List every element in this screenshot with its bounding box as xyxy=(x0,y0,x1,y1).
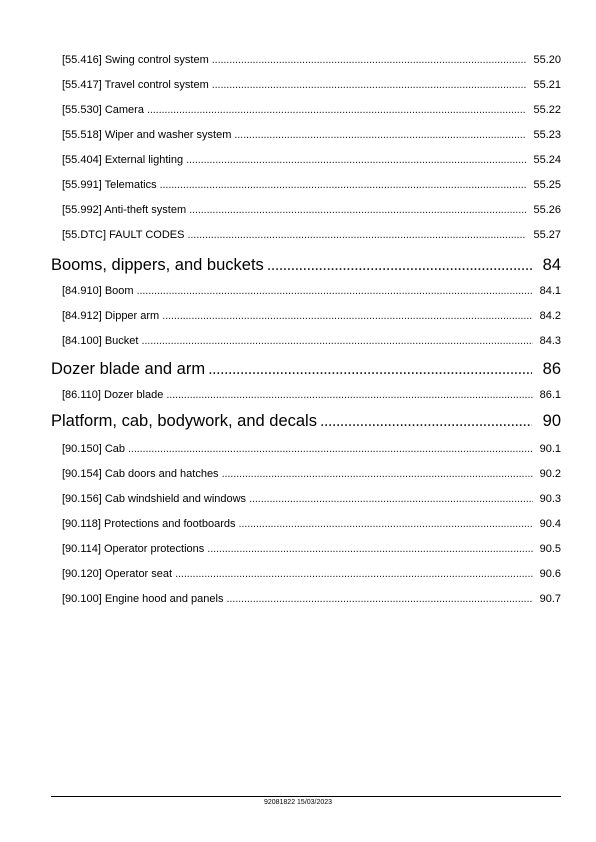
toc-entry-page: 55.27 xyxy=(533,229,561,241)
dot-leader xyxy=(128,443,533,455)
toc-entry-label: [55.404] External lighting xyxy=(62,154,184,166)
toc-entry-label: [55.417] Travel control system xyxy=(62,79,209,91)
dot-leader xyxy=(207,543,532,555)
toc-entry-label: [90.114] Operator protections xyxy=(62,543,205,555)
toc-entry-label: [55.518] Wiper and washer system xyxy=(62,129,232,141)
toc-entry-label: [90.156] Cab windshield and windows xyxy=(62,493,247,505)
toc-entry-page: 84.1 xyxy=(539,285,561,297)
toc-section-dozer[interactable] xyxy=(51,360,561,379)
toc-entry-external-lighting[interactable] xyxy=(62,154,561,166)
toc-entry-page: 90.5 xyxy=(539,543,561,555)
toc-entry-swing-control-system[interactable] xyxy=(62,54,561,66)
dot-leader xyxy=(141,335,532,347)
dot-leader xyxy=(249,493,533,505)
toc-entry-anti-theft[interactable] xyxy=(62,204,561,216)
toc-entry-cab-doors[interactable] xyxy=(62,468,561,480)
dot-leader xyxy=(147,104,527,116)
toc-entry-telematics[interactable] xyxy=(62,179,561,191)
dot-leader xyxy=(320,412,532,431)
toc-entry-operator-seat[interactable] xyxy=(62,568,561,580)
toc-entry-wiper-washer[interactable] xyxy=(62,129,561,141)
toc-entry-protections-footboards[interactable] xyxy=(62,518,561,530)
toc-entry-label: [84.910] Boom xyxy=(62,285,134,297)
toc-entry-label: [90.154] Cab doors and hatches xyxy=(62,468,219,480)
toc-entry-dipper-arm[interactable] xyxy=(62,310,561,322)
dot-leader xyxy=(208,360,532,379)
dot-leader xyxy=(166,389,532,401)
toc-entry-page: 90.4 xyxy=(539,518,561,530)
dot-leader xyxy=(162,310,532,322)
toc-entry-page: 90.2 xyxy=(539,468,561,480)
toc-entry-label: [84.912] Dipper arm xyxy=(62,310,160,322)
toc-entry-label: [55.416] Swing control system xyxy=(62,54,209,66)
toc-entry-page: 90.7 xyxy=(539,593,561,605)
toc-entry-label: [55.530] Camera xyxy=(62,104,144,116)
toc-entry-bucket[interactable] xyxy=(62,335,561,347)
toc-entry-page: 55.24 xyxy=(533,154,561,166)
dot-leader xyxy=(189,204,526,216)
toc-section-booms[interactable] xyxy=(51,256,561,275)
dot-leader xyxy=(137,285,533,297)
dot-leader xyxy=(160,179,527,191)
toc-entry-camera[interactable] xyxy=(62,104,561,116)
toc-entry-page: 55.23 xyxy=(533,129,561,141)
toc-entry-page: 84.2 xyxy=(539,310,561,322)
toc-entry-fault-codes[interactable] xyxy=(62,229,561,241)
toc-entry-cab-windshield[interactable] xyxy=(62,493,561,505)
dot-leader xyxy=(187,229,526,241)
dot-leader xyxy=(226,593,532,605)
toc-entry-label: [90.150] Cab xyxy=(62,443,125,455)
dot-leader xyxy=(267,256,532,275)
toc-entry-boom[interactable] xyxy=(62,285,561,297)
toc-entry-label: [90.120] Operator seat xyxy=(62,568,173,580)
footer-document-id: 92081822 15/03/2023 xyxy=(263,799,333,806)
toc-entry-page: 90.6 xyxy=(539,568,561,580)
toc-entry-label: [55.991] Telematics xyxy=(62,179,157,191)
toc-entry-page: 90.1 xyxy=(539,443,561,455)
toc-section-label: Booms, dippers, and buckets xyxy=(51,256,264,274)
toc-entry-page: 55.20 xyxy=(533,54,561,66)
toc-section-page: 90 xyxy=(542,412,561,430)
toc-entry-travel-control-system[interactable] xyxy=(62,79,561,91)
dot-leader xyxy=(212,79,527,91)
toc-entry-label: [86.110] Dozer blade xyxy=(62,389,164,401)
dot-leader xyxy=(238,518,532,530)
toc-entry-label: [55.DTC] FAULT CODES xyxy=(62,229,185,241)
dot-leader xyxy=(186,154,526,166)
toc-section-label: Platform, cab, bodywork, and decals xyxy=(51,412,317,430)
dot-leader xyxy=(222,468,533,480)
toc-section-page: 84 xyxy=(542,256,561,274)
toc-section-platform[interactable] xyxy=(51,412,561,431)
toc-entry-page: 86.1 xyxy=(539,389,561,401)
toc-section-label: Dozer blade and arm xyxy=(51,360,206,378)
toc-entry-dozer-blade[interactable] xyxy=(62,389,561,401)
toc-entry-page: 90.3 xyxy=(539,493,561,505)
toc-entry-page: 55.21 xyxy=(533,79,561,91)
dot-leader xyxy=(234,129,526,141)
toc-entry-page: 55.26 xyxy=(533,204,561,216)
toc-entry-page: 55.25 xyxy=(533,179,561,191)
dot-leader xyxy=(175,568,533,580)
footer-divider xyxy=(51,796,561,797)
toc-entry-page: 55.22 xyxy=(533,104,561,116)
toc-entry-engine-hood[interactable] xyxy=(62,593,561,605)
toc-entry-cab[interactable] xyxy=(62,443,561,455)
toc-section-page: 86 xyxy=(542,360,561,378)
toc-entry-operator-protections[interactable] xyxy=(62,543,561,555)
toc-entry-label: [55.992] Anti-theft system xyxy=(62,204,187,216)
dot-leader xyxy=(212,54,527,66)
toc-entry-page: 84.3 xyxy=(539,335,561,347)
toc-entry-label: [90.100] Engine hood and panels xyxy=(62,593,224,605)
toc-entry-label: [90.118] Protections and footboards xyxy=(62,518,236,530)
toc-entry-label: [84.100] Bucket xyxy=(62,335,139,347)
